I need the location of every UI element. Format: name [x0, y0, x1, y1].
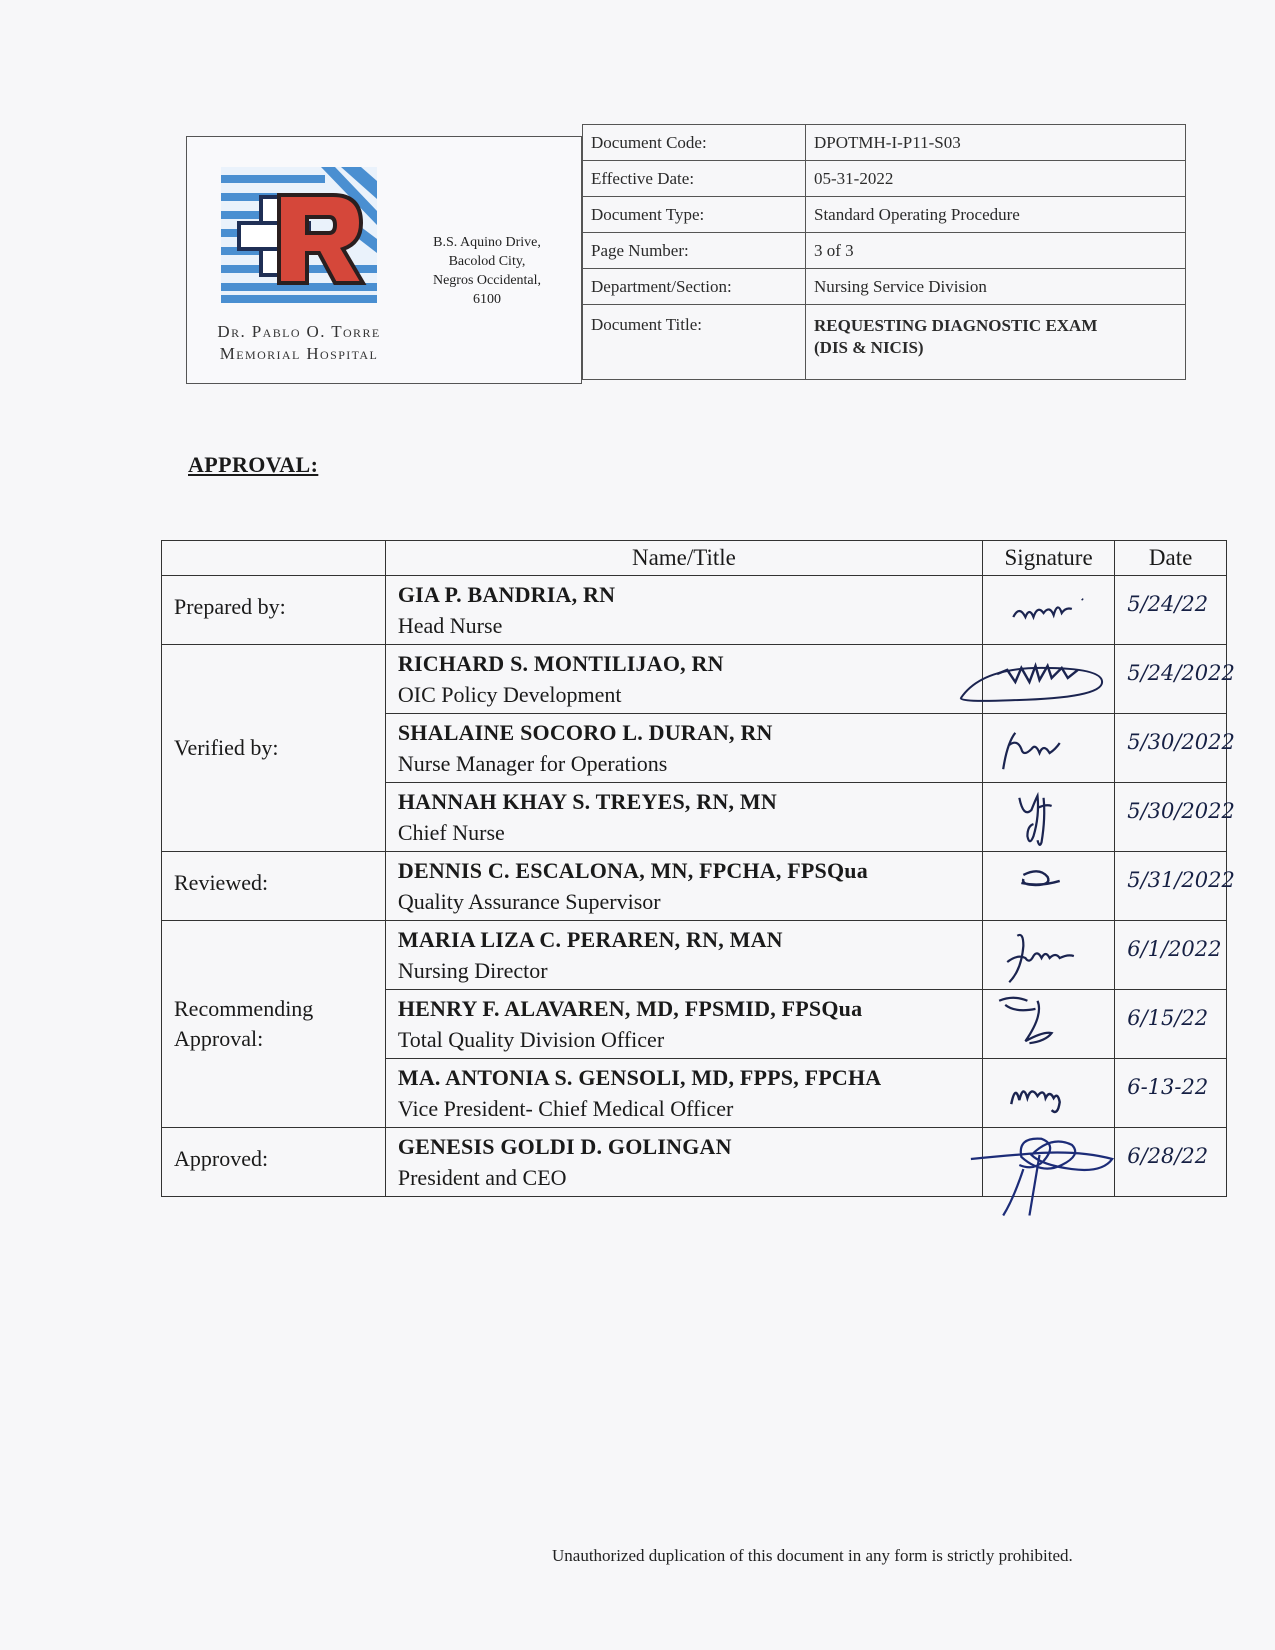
- meta-value: DPOTMH-I-P11-S03: [806, 125, 1186, 161]
- signature-cell: [982, 1059, 1114, 1128]
- person-name: HANNAH KHAY S. TREYES, RN, MN: [397, 789, 777, 814]
- person-name: SHALAINE SOCORO L. DURAN, RN: [397, 720, 773, 745]
- person-cell: [385, 783, 982, 852]
- handwritten-date: 5/30/2022: [1127, 799, 1235, 823]
- date-cell: [1115, 645, 1235, 714]
- handwritten-date: 6-13-22: [1127, 1075, 1209, 1099]
- person-title: Chief Nurse: [397, 820, 505, 845]
- meta-value: 05-31-2022: [806, 161, 1186, 197]
- date-cell: [1115, 852, 1235, 921]
- meta-value: 3 of 3: [806, 233, 1186, 269]
- person-name: GENESIS GOLDI D. GOLINGAN: [397, 1134, 732, 1159]
- hospital-logo-icon: [221, 167, 377, 303]
- meta-label: Page Number:: [583, 233, 806, 269]
- signature-cell: [982, 576, 1114, 645]
- signature-icon: [983, 921, 1114, 989]
- handwritten-date: 6/1/2022: [1127, 937, 1222, 961]
- date-column-header: Date: [1115, 541, 1227, 576]
- hospital-name-line1: Dr. Pablo O. Torre: [217, 322, 381, 341]
- person-title: President and CEO: [397, 1165, 567, 1190]
- hospital-identity: [186, 136, 582, 384]
- handwritten-date: 5/24/2022: [1127, 661, 1235, 685]
- document-meta-table: [582, 124, 1186, 380]
- meta-row: [583, 269, 1186, 305]
- document-title-line1: REQUESTING DIAGNOSTIC EXAM: [814, 316, 1098, 335]
- meta-row: [583, 305, 1186, 380]
- signature-cell: [982, 714, 1114, 783]
- handwritten-date: 6/15/22: [1127, 1006, 1209, 1030]
- approval-row: [162, 1128, 1227, 1197]
- signature-icon: [983, 645, 1114, 713]
- name-column-header: Name/Title: [385, 541, 982, 576]
- person-name: DENNIS C. ESCALONA, MN, FPCHA, FPSQua: [397, 858, 868, 883]
- meta-row: [583, 233, 1186, 269]
- signature-cell: [982, 1128, 1114, 1197]
- handwritten-date: 5/30/2022: [1127, 730, 1235, 754]
- person-cell: [385, 852, 982, 921]
- meta-row: [583, 197, 1186, 233]
- person-cell: [385, 1059, 982, 1128]
- date-cell: [1115, 1128, 1227, 1197]
- person-cell: [385, 921, 982, 990]
- signature-cell: [982, 921, 1114, 990]
- person-name: RICHARD S. MONTILIJAO, RN: [397, 651, 724, 676]
- signature-cell: [982, 783, 1114, 852]
- meta-row: [583, 161, 1186, 197]
- date-cell: [1115, 576, 1227, 645]
- person-title: Nursing Director: [397, 958, 548, 983]
- signature-icon: [983, 1128, 1114, 1196]
- address-line: Negros Occidental,: [432, 273, 542, 288]
- address-line: 6100: [473, 292, 501, 307]
- person-cell: [385, 990, 982, 1059]
- person-cell: [385, 645, 982, 714]
- person-cell: [385, 1128, 982, 1197]
- signature-icon: [983, 714, 1114, 782]
- role-label: [162, 921, 386, 1128]
- meta-value: Standard Operating Procedure: [806, 197, 1186, 233]
- address-line: B.S. Aquino Drive,: [433, 235, 541, 250]
- signature-cell: [982, 645, 1114, 714]
- signature-icon: [983, 783, 1114, 851]
- date-cell: [1115, 783, 1235, 852]
- role-label: Prepared by:: [162, 576, 386, 645]
- approval-header-row: [162, 541, 1227, 576]
- meta-row: [583, 125, 1186, 161]
- person-title: OIC Policy Development: [397, 682, 622, 707]
- document-title-line2: (DIS & NICIS): [814, 338, 924, 357]
- signature-icon: [983, 576, 1114, 644]
- person-name: MA. ANTONIA S. GENSOLI, MD, FPPS, FPCHA: [397, 1065, 882, 1090]
- hospital-address: [417, 233, 557, 309]
- role-column-header: [162, 541, 386, 576]
- person-name: HENRY F. ALAVAREN, MD, FPSMID, FPSQua: [397, 996, 863, 1021]
- handwritten-date: 6/28/22: [1127, 1144, 1209, 1168]
- date-cell: [1115, 921, 1227, 990]
- document-header: [186, 124, 1186, 384]
- meta-label: Effective Date:: [583, 161, 806, 197]
- person-cell: [385, 576, 982, 645]
- handwritten-date: 5/31/2022: [1127, 868, 1235, 892]
- role-label: Verified by:: [162, 645, 386, 852]
- date-cell: [1115, 990, 1227, 1059]
- footer-notice: Unauthorized duplication of this document in any form is strictly prohibited.: [552, 1546, 1073, 1565]
- signature-cell: [982, 852, 1114, 921]
- person-name: GIA P. BANDRIA, RN: [397, 582, 616, 607]
- meta-label: Department/Section:: [583, 269, 806, 305]
- signature-icon: [983, 1059, 1114, 1127]
- person-title: Vice President- Chief Medical Officer: [397, 1096, 734, 1121]
- approval-row: [162, 852, 1227, 921]
- approval-heading: APPROVAL:: [188, 452, 319, 477]
- handwritten-date: 5/24/22: [1127, 592, 1209, 616]
- hospital-name: [193, 321, 405, 365]
- role-label: Reviewed:: [162, 852, 386, 921]
- signature-cell: [982, 990, 1114, 1059]
- hospital-name-line2: Memorial Hospital: [219, 344, 379, 363]
- person-name: MARIA LIZA C. PERAREN, RN, MAN: [397, 927, 783, 952]
- date-cell: [1115, 1059, 1227, 1128]
- person-title: Total Quality Division Officer: [397, 1027, 665, 1052]
- document-title: [806, 305, 1186, 380]
- signature-icon: [983, 990, 1114, 1058]
- date-cell: [1115, 714, 1235, 783]
- meta-label: Document Code:: [583, 125, 806, 161]
- role-label-line1: Recommending: [174, 996, 314, 1021]
- approval-table: [161, 540, 1235, 1197]
- person-title: Head Nurse: [397, 613, 503, 638]
- role-label: Approved:: [162, 1128, 386, 1197]
- person-title: Nurse Manager for Operations: [397, 751, 668, 776]
- meta-label: Document Title:: [583, 305, 806, 380]
- person-cell: [385, 714, 982, 783]
- role-label-line2: Approval:: [174, 1026, 264, 1051]
- approval-row: [162, 576, 1227, 645]
- address-line: Bacolod City,: [448, 254, 526, 269]
- approval-row: [162, 921, 1227, 990]
- signature-column-header: Signature: [982, 541, 1114, 576]
- meta-value: Nursing Service Division: [806, 269, 1186, 305]
- person-title: Quality Assurance Supervisor: [397, 889, 661, 914]
- meta-label: Document Type:: [583, 197, 806, 233]
- signature-icon: [983, 852, 1114, 920]
- approval-row: [162, 645, 1227, 714]
